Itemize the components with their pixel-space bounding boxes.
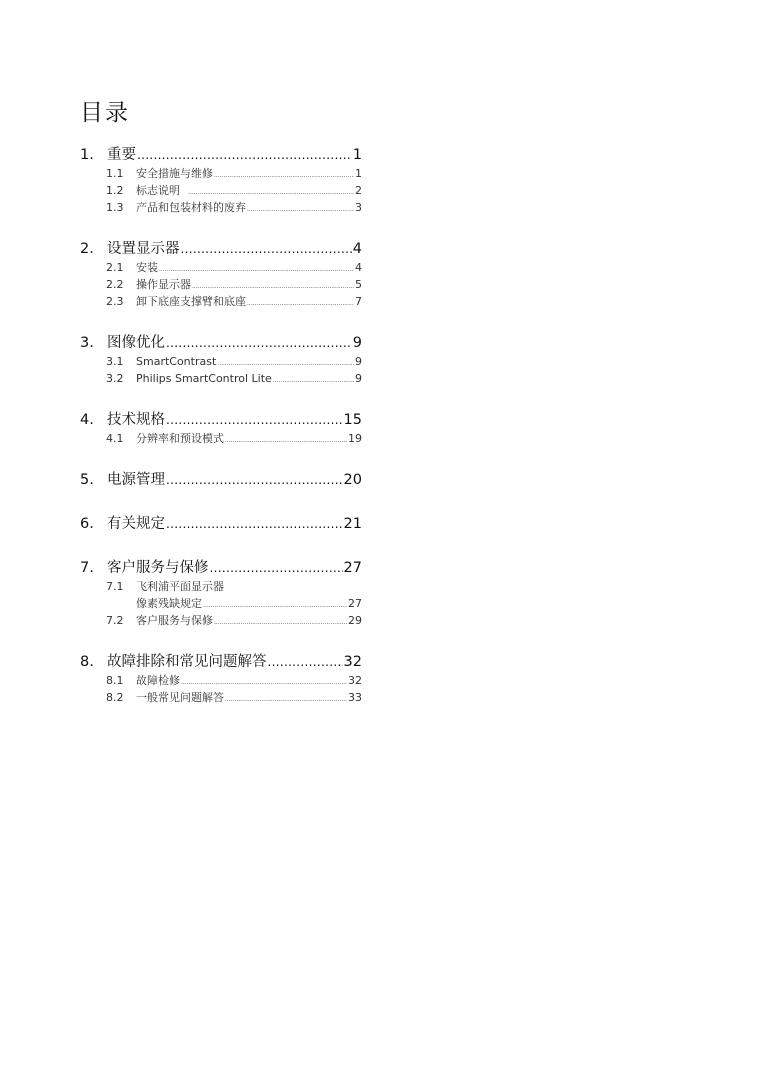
subsection-number: 2.2 — [106, 278, 124, 291]
subsection-title: Philips SmartControl Lite — [136, 372, 272, 385]
toc-entry[interactable] — [80, 470, 362, 490]
section-number: 8. — [80, 654, 94, 670]
dot-leader — [225, 432, 347, 449]
subsection-title: 产品和包装材料的废弃 — [136, 201, 246, 214]
page-number: 5 — [355, 278, 362, 291]
dot-leader — [268, 652, 343, 672]
dot-leader — [247, 201, 354, 218]
toc-entry[interactable] — [80, 239, 362, 259]
subsection-number: 1.3 — [106, 201, 124, 214]
toc-entry[interactable] — [80, 145, 362, 165]
subsection-number: 3.2 — [106, 372, 124, 385]
page-number: 19 — [348, 432, 362, 445]
page-number: 9 — [355, 355, 362, 368]
page-number: 2 — [355, 184, 362, 197]
toc-subentry-line2[interactable] — [106, 595, 362, 612]
section-title: 重要 — [107, 147, 136, 163]
toc-subentry[interactable] — [106, 293, 362, 310]
toc-subentry[interactable] — [106, 370, 362, 387]
page-number: 27 — [343, 560, 362, 576]
page-number: 7 — [355, 295, 362, 308]
section-title: 有关规定 — [107, 516, 165, 532]
toc-section-6 — [80, 514, 362, 534]
toc-entry[interactable] — [80, 652, 362, 672]
dot-leader — [166, 333, 352, 353]
toc-subentry-line1[interactable] — [106, 578, 362, 595]
toc-entry[interactable] — [80, 410, 362, 430]
dot-leader — [247, 295, 354, 312]
section-number: 1. — [80, 147, 94, 163]
subsection-title: 卸下底座支撑臂和底座 — [136, 295, 246, 308]
dot-leader — [137, 145, 352, 165]
page-number: 21 — [343, 516, 362, 532]
subsection-title: SmartContrast — [136, 355, 217, 368]
toc-subentry[interactable] — [106, 353, 362, 370]
page-number: 1 — [352, 147, 362, 163]
toc-subentry[interactable] — [106, 672, 362, 689]
subsection-number: 8.2 — [106, 691, 124, 704]
subsection-number: 2.1 — [106, 261, 124, 274]
subsection-title: 操作显示器 — [136, 278, 191, 291]
subsection-title-cont: 像素残缺规定 — [136, 597, 202, 610]
toc-subentry[interactable] — [106, 165, 362, 182]
section-title: 故障排除和常见问题解答 — [107, 654, 267, 670]
subsection-title: 分辨率和预设模式 — [136, 432, 224, 445]
subsection-title: 安全措施与维修 — [136, 167, 213, 180]
subsection-number: 7.1 — [106, 580, 124, 593]
toc-entry[interactable] — [80, 558, 362, 578]
page-number: 3 — [355, 201, 362, 214]
dot-leader — [273, 372, 354, 389]
page-number: 4 — [355, 261, 362, 274]
section-number: 7. — [80, 560, 94, 576]
toc-entry[interactable] — [80, 333, 362, 353]
page-number: 32 — [343, 654, 362, 670]
page-title: 目录 — [80, 100, 130, 126]
dot-leader — [166, 514, 343, 534]
toc-section-1 — [80, 145, 362, 216]
toc-section-7 — [80, 558, 362, 629]
toc-subentry[interactable] — [106, 182, 362, 199]
section-number: 6. — [80, 516, 94, 532]
section-title: 电源管理 — [107, 472, 165, 488]
subsection-title: 故障检修 — [136, 674, 180, 687]
section-title: 图像优化 — [107, 335, 165, 351]
section-number: 4. — [80, 412, 94, 428]
toc-section-3 — [80, 333, 362, 387]
toc-entry[interactable] — [80, 514, 362, 534]
toc-section-2 — [80, 239, 362, 310]
subsection-number: 4.1 — [106, 432, 124, 445]
table-of-contents — [80, 145, 362, 706]
page-number: 9 — [352, 335, 362, 351]
section-title: 设置显示器 — [107, 241, 180, 257]
page-number: 33 — [348, 691, 362, 704]
section-title: 技术规格 — [107, 412, 165, 428]
subsection-title: 客户服务与保修 — [136, 614, 213, 627]
page-number: 1 — [355, 167, 362, 180]
toc-section-4 — [80, 410, 362, 447]
subsection-number: 7.2 — [106, 614, 124, 627]
page-number: 27 — [348, 597, 362, 610]
toc-subentry[interactable] — [106, 689, 362, 706]
dot-leader — [166, 470, 343, 490]
toc-section-5 — [80, 470, 362, 490]
section-number: 5. — [80, 472, 94, 488]
dot-leader — [225, 691, 347, 708]
subsection-number: 8.1 — [106, 674, 124, 687]
subsection-number: 1.2 — [106, 184, 124, 197]
toc-subentry[interactable] — [106, 199, 362, 216]
page-number: 15 — [343, 412, 362, 428]
page-number: 4 — [352, 241, 362, 257]
dot-leader — [203, 597, 347, 614]
dot-leader — [214, 167, 354, 184]
subsection-title: 标志说明 — [136, 184, 180, 197]
dot-leader — [214, 614, 347, 631]
subsection-number: 1.1 — [106, 167, 124, 180]
section-number: 2. — [80, 241, 94, 257]
subsection-title: 安装 — [136, 261, 158, 274]
dot-leader — [210, 558, 343, 578]
section-title: 客户服务与保修 — [107, 560, 209, 576]
subsection-number: 2.3 — [106, 295, 124, 308]
toc-subentry[interactable] — [106, 259, 362, 276]
dot-leader — [181, 239, 352, 259]
toc-subentry[interactable] — [106, 430, 362, 447]
subsection-title: 一般常见问题解答 — [136, 691, 224, 704]
toc-section-8 — [80, 652, 362, 706]
page-number: 32 — [348, 674, 362, 687]
page-number: 20 — [343, 472, 362, 488]
page-number: 29 — [348, 614, 362, 627]
section-number: 3. — [80, 335, 94, 351]
subsection-number: 3.1 — [106, 355, 124, 368]
subsection-title: 飞利浦平面显示器 — [136, 580, 224, 593]
page-number: 9 — [355, 372, 362, 385]
dot-leader — [166, 410, 343, 430]
toc-subentry[interactable] — [106, 612, 362, 629]
toc-subentry[interactable] — [106, 276, 362, 293]
